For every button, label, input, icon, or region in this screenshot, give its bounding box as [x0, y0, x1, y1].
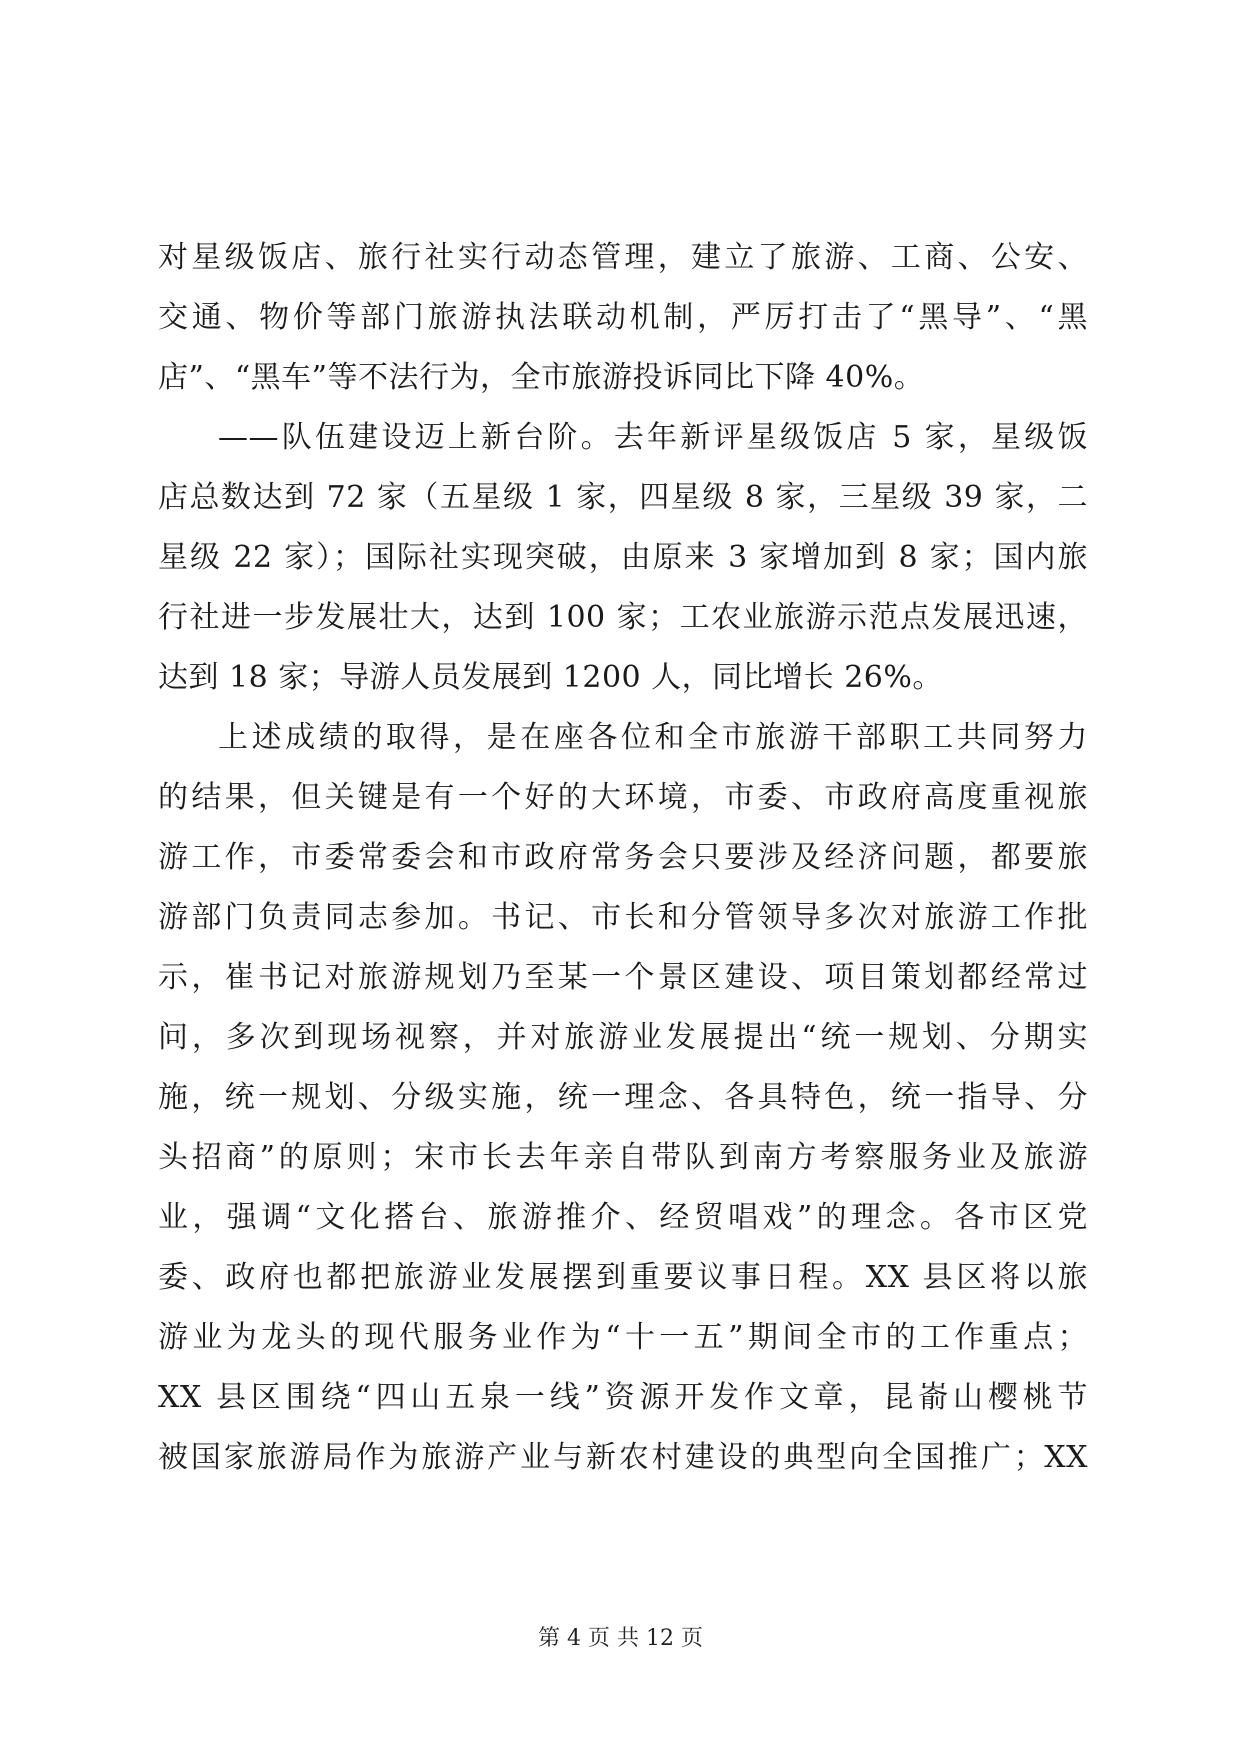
text-line: 问，多次到现场视察，并对旅游业发展提出“统一规划、分期实 [158, 1020, 1088, 1055]
text-line: 游业为龙头的现代服务业作为“十一五”期间全市的工作重点； [158, 1320, 1088, 1355]
paragraph-2 [158, 408, 1088, 708]
text-line: XX 县区围绕“四山五泉一线”资源开发作文章，昆嵛山樱桃节 [158, 1380, 1088, 1415]
text-line: 店”、“黑车”等不法行为，全市旅游投诉同比下降 40%。 [158, 360, 925, 395]
text-line: 示，崔书记对旅游规划乃至某一个景区建设、项目策划都经常过 [158, 960, 1088, 995]
page-footer: 第 4 页 共 12 页 [538, 1626, 703, 1651]
text-line: 游工作，市委常委会和市政府常务会只要涉及经济问题，都要旅 [158, 840, 1088, 875]
text-line: 星级 22 家）；国际社实现突破，由原来 3 家增加到 8 家；国内旅 [158, 540, 1088, 575]
text-line: 对星级饭店、旅行社实行动态管理，建立了旅游、工商、公安、 [158, 240, 1088, 275]
document-body [158, 228, 1088, 1488]
text-line: 行社进一步发展壮大，达到 100 家；工农业旅游示范点发展迅速， [158, 600, 1088, 635]
text-line: 上述成绩的取得，是在座各位和全市旅游干部职工共同努力 [218, 720, 1088, 755]
text-line: 游部门负责同志参加。书记、市长和分管领导多次对旅游工作批 [158, 900, 1088, 935]
text-line: 的结果，但关键是有一个好的大环境，市委、市政府高度重视旅 [158, 780, 1088, 815]
text-line: 达到 18 家；导游人员发展到 1200 人，同比增长 26%。 [158, 660, 943, 695]
text-line: 施，统一规划、分级实施，统一理念、各具特色，统一指导、分 [158, 1080, 1088, 1115]
paragraph-1 [158, 228, 1088, 408]
text-line: 头招商”的原则；宋市长去年亲自带队到南方考察服务业及旅游 [158, 1140, 1088, 1175]
text-line: 业，强调“文化搭台、旅游推介、经贸唱戏”的理念。各市区党 [158, 1200, 1088, 1235]
paragraph-3 [158, 708, 1088, 1488]
text-line: 委、政府也都把旅游业发展摆到重要议事日程。XX 县区将以旅 [158, 1260, 1088, 1295]
text-line: ——队伍建设迈上新台阶。去年新评星级饭店 5 家，星级饭 [218, 420, 1088, 455]
text-line: 被国家旅游局作为旅游产业与新农村建设的典型向全国推广；XX [158, 1440, 1088, 1475]
text-line: 店总数达到 72 家（五星级 1 家，四星级 8 家，三星级 39 家，二 [158, 480, 1088, 515]
text-line: 交通、物价等部门旅游执法联动机制，严厉打击了“黑导”、“黑 [158, 300, 1088, 335]
